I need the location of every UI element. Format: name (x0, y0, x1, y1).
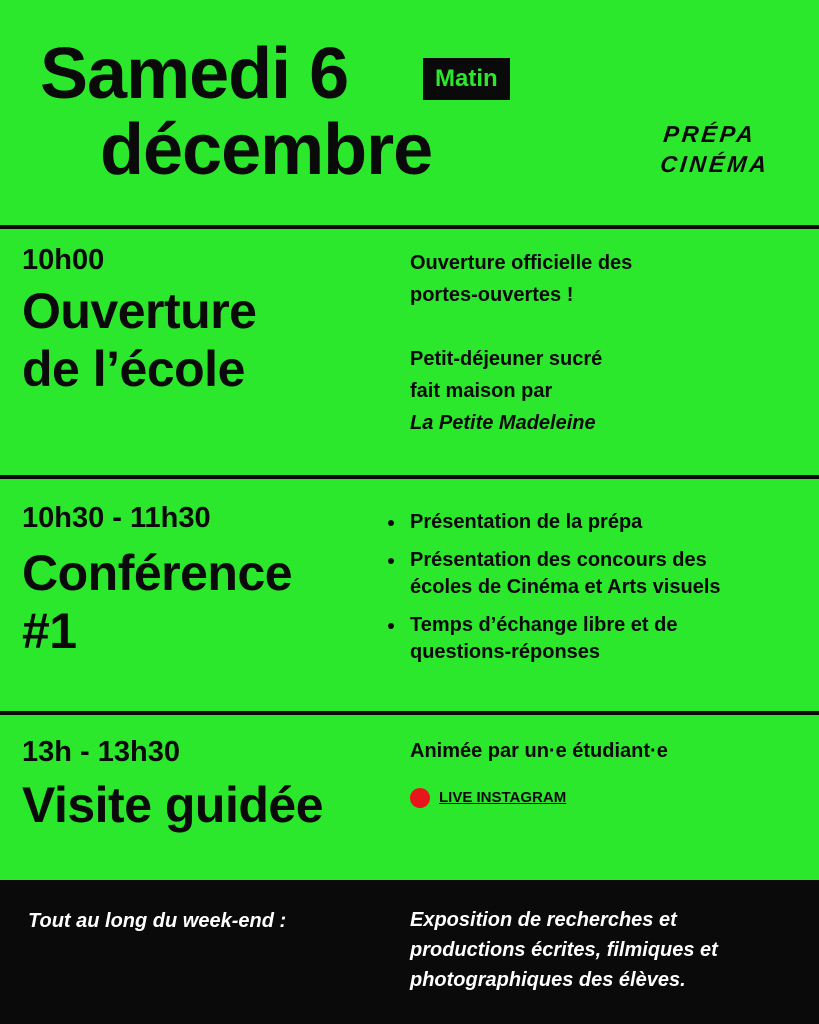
logo-line2: CINÉMA (659, 151, 771, 177)
list-item (388, 509, 798, 536)
event-title (22, 544, 292, 660)
list-item-text: Présentation de la prépa (410, 511, 643, 533)
event-title-line: Ouverture (22, 283, 257, 339)
bullet-icon (388, 558, 394, 564)
desc-line: fait maison par (410, 380, 553, 402)
event-title-line: Conférence (22, 545, 293, 601)
footer-description (410, 905, 718, 995)
event-conference (0, 479, 819, 711)
event-time: 13h - 13h30 (22, 736, 180, 768)
desc-line: Ouverture officielle des (410, 252, 633, 274)
footer-banner (0, 880, 819, 1024)
desc-line: Animée par un·e étudiant·e (410, 740, 668, 762)
footer-label: Tout au long du week-end : (28, 910, 287, 932)
date-title-line2: décembre (100, 110, 433, 190)
desc-line: Petit-déjeuner sucré (410, 348, 603, 370)
list-item-text: questions-réponses (410, 641, 601, 663)
period-badge: Matin (423, 58, 510, 100)
list-item-text: Présentation des concours des (410, 549, 707, 571)
event-title (22, 776, 323, 834)
desc-line-partner: La Petite Madeleine (410, 412, 596, 434)
prepa-cinema-logo (659, 119, 774, 179)
live-instagram-label[interactable]: LIVE INSTAGRAM (439, 789, 567, 806)
date-title-line1: Samedi 6 (40, 34, 349, 114)
conference-topics-list (388, 509, 798, 677)
bullet-icon (388, 623, 394, 629)
list-item (388, 547, 798, 601)
footer-line: photographiques des élèves. (410, 969, 686, 991)
event-title-line: #1 (22, 603, 77, 659)
event-title-line: de l’école (22, 341, 245, 397)
list-item (388, 612, 798, 666)
event-time: 10h00 (22, 244, 105, 276)
list-item-text: Temps d’échange libre et de (410, 614, 678, 636)
footer-line: productions écrites, filmiques et (410, 939, 718, 961)
footer-line: Exposition de recherches et (410, 909, 677, 931)
list-item-text: écoles de Cinéma et Arts visuels (410, 576, 721, 598)
record-dot-icon (410, 788, 430, 808)
event-opening (0, 229, 819, 475)
desc-line (410, 311, 632, 343)
bullet-icon (388, 520, 394, 526)
event-description (410, 735, 668, 767)
header (0, 0, 819, 226)
event-time: 10h30 - 11h30 (22, 502, 211, 534)
logo-line1: PRÉPA (662, 121, 758, 147)
event-title (22, 282, 256, 398)
desc-line: portes-ouvertes ! (410, 284, 574, 306)
event-title-line: Visite guidée (22, 777, 324, 833)
event-description (410, 247, 632, 439)
